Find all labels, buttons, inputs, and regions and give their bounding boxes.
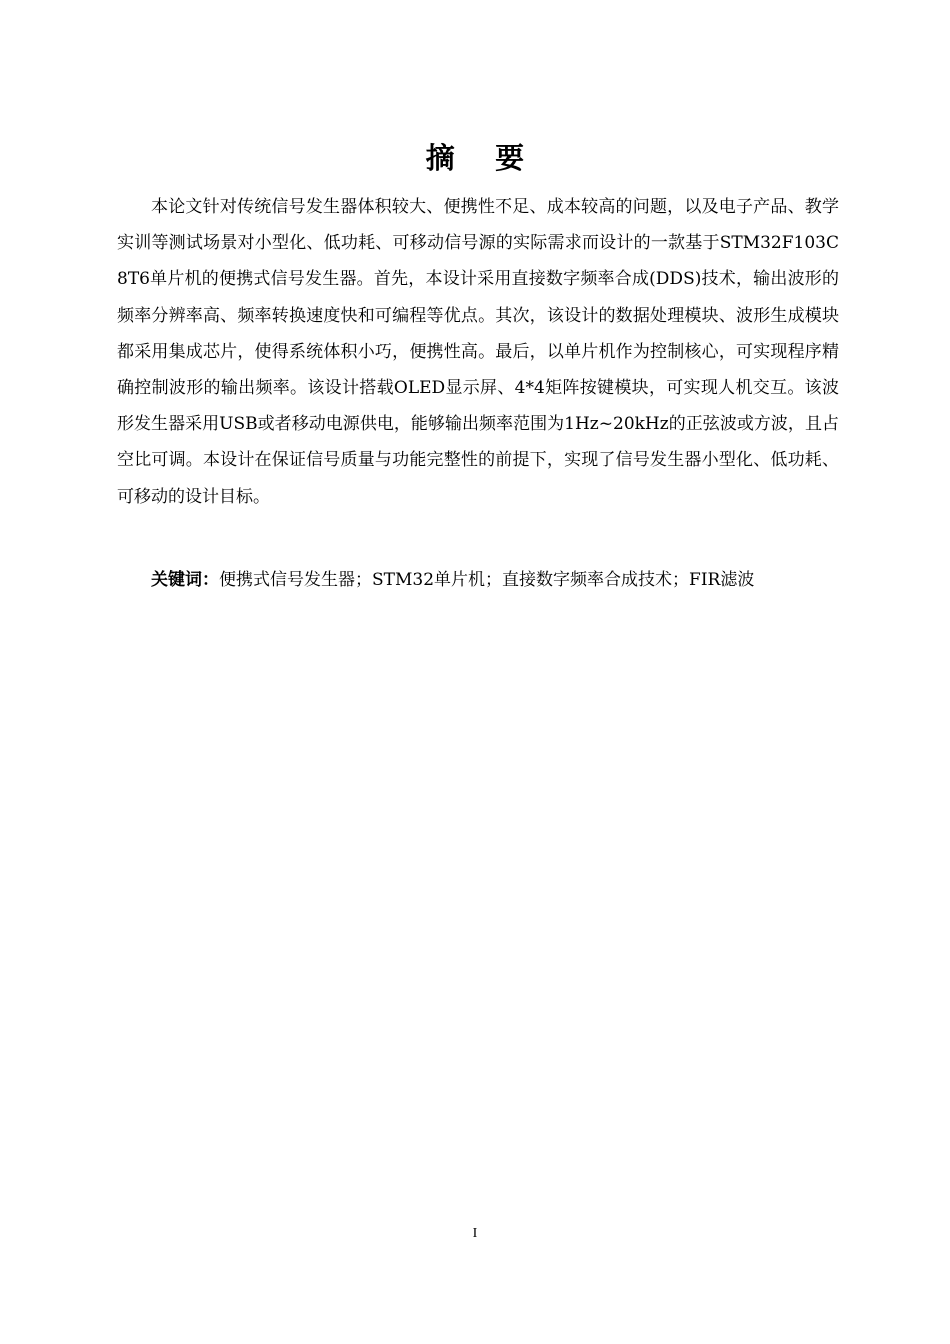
abstract-title: 摘 要 bbox=[425, 141, 525, 175]
page-number: I bbox=[472, 1226, 478, 1241]
keywords-text: 便携式信号发生器；STM32单片机；直接数字频率合成技术；FIR滤波 bbox=[219, 570, 755, 590]
abstract-body: 本论文针对传统信号发生器体积较大、便携性不足、成本较高的问题，以及电子产品、教学实训等测试场景对小型化、低功耗、可移动信号源的实际需求而设计的一款基于STM32F103C8T6单片机的便携式信号发生器。首先，本设计采用直接数字频率合成(DDS)技术，输出波形的频率分辨率高、频率转换速度快和可编程等优点。其次，该设计的数据处理模块、波形生成模块都采用集成芯片，使得系统体积小巧，便携性高。最后，以单片机作为控制核心，可实现程序精确控制波形的输出频率。该设计搭载OLED显示屏、4*4矩阵按键模块，可实现人机交互。该波形发生器采用USB或者移动电源供电，能够输出频率范围为1Hz~20kHz的正弦波或方波，且占空比可调。本设计在保证信号质量与功能完整性的前提下，实现了信号发生器小型化、低功耗、可移动的设计目标。 bbox=[117, 197, 839, 507]
keywords-line bbox=[117, 562, 839, 598]
keywords-label: 关键词： bbox=[151, 570, 219, 590]
